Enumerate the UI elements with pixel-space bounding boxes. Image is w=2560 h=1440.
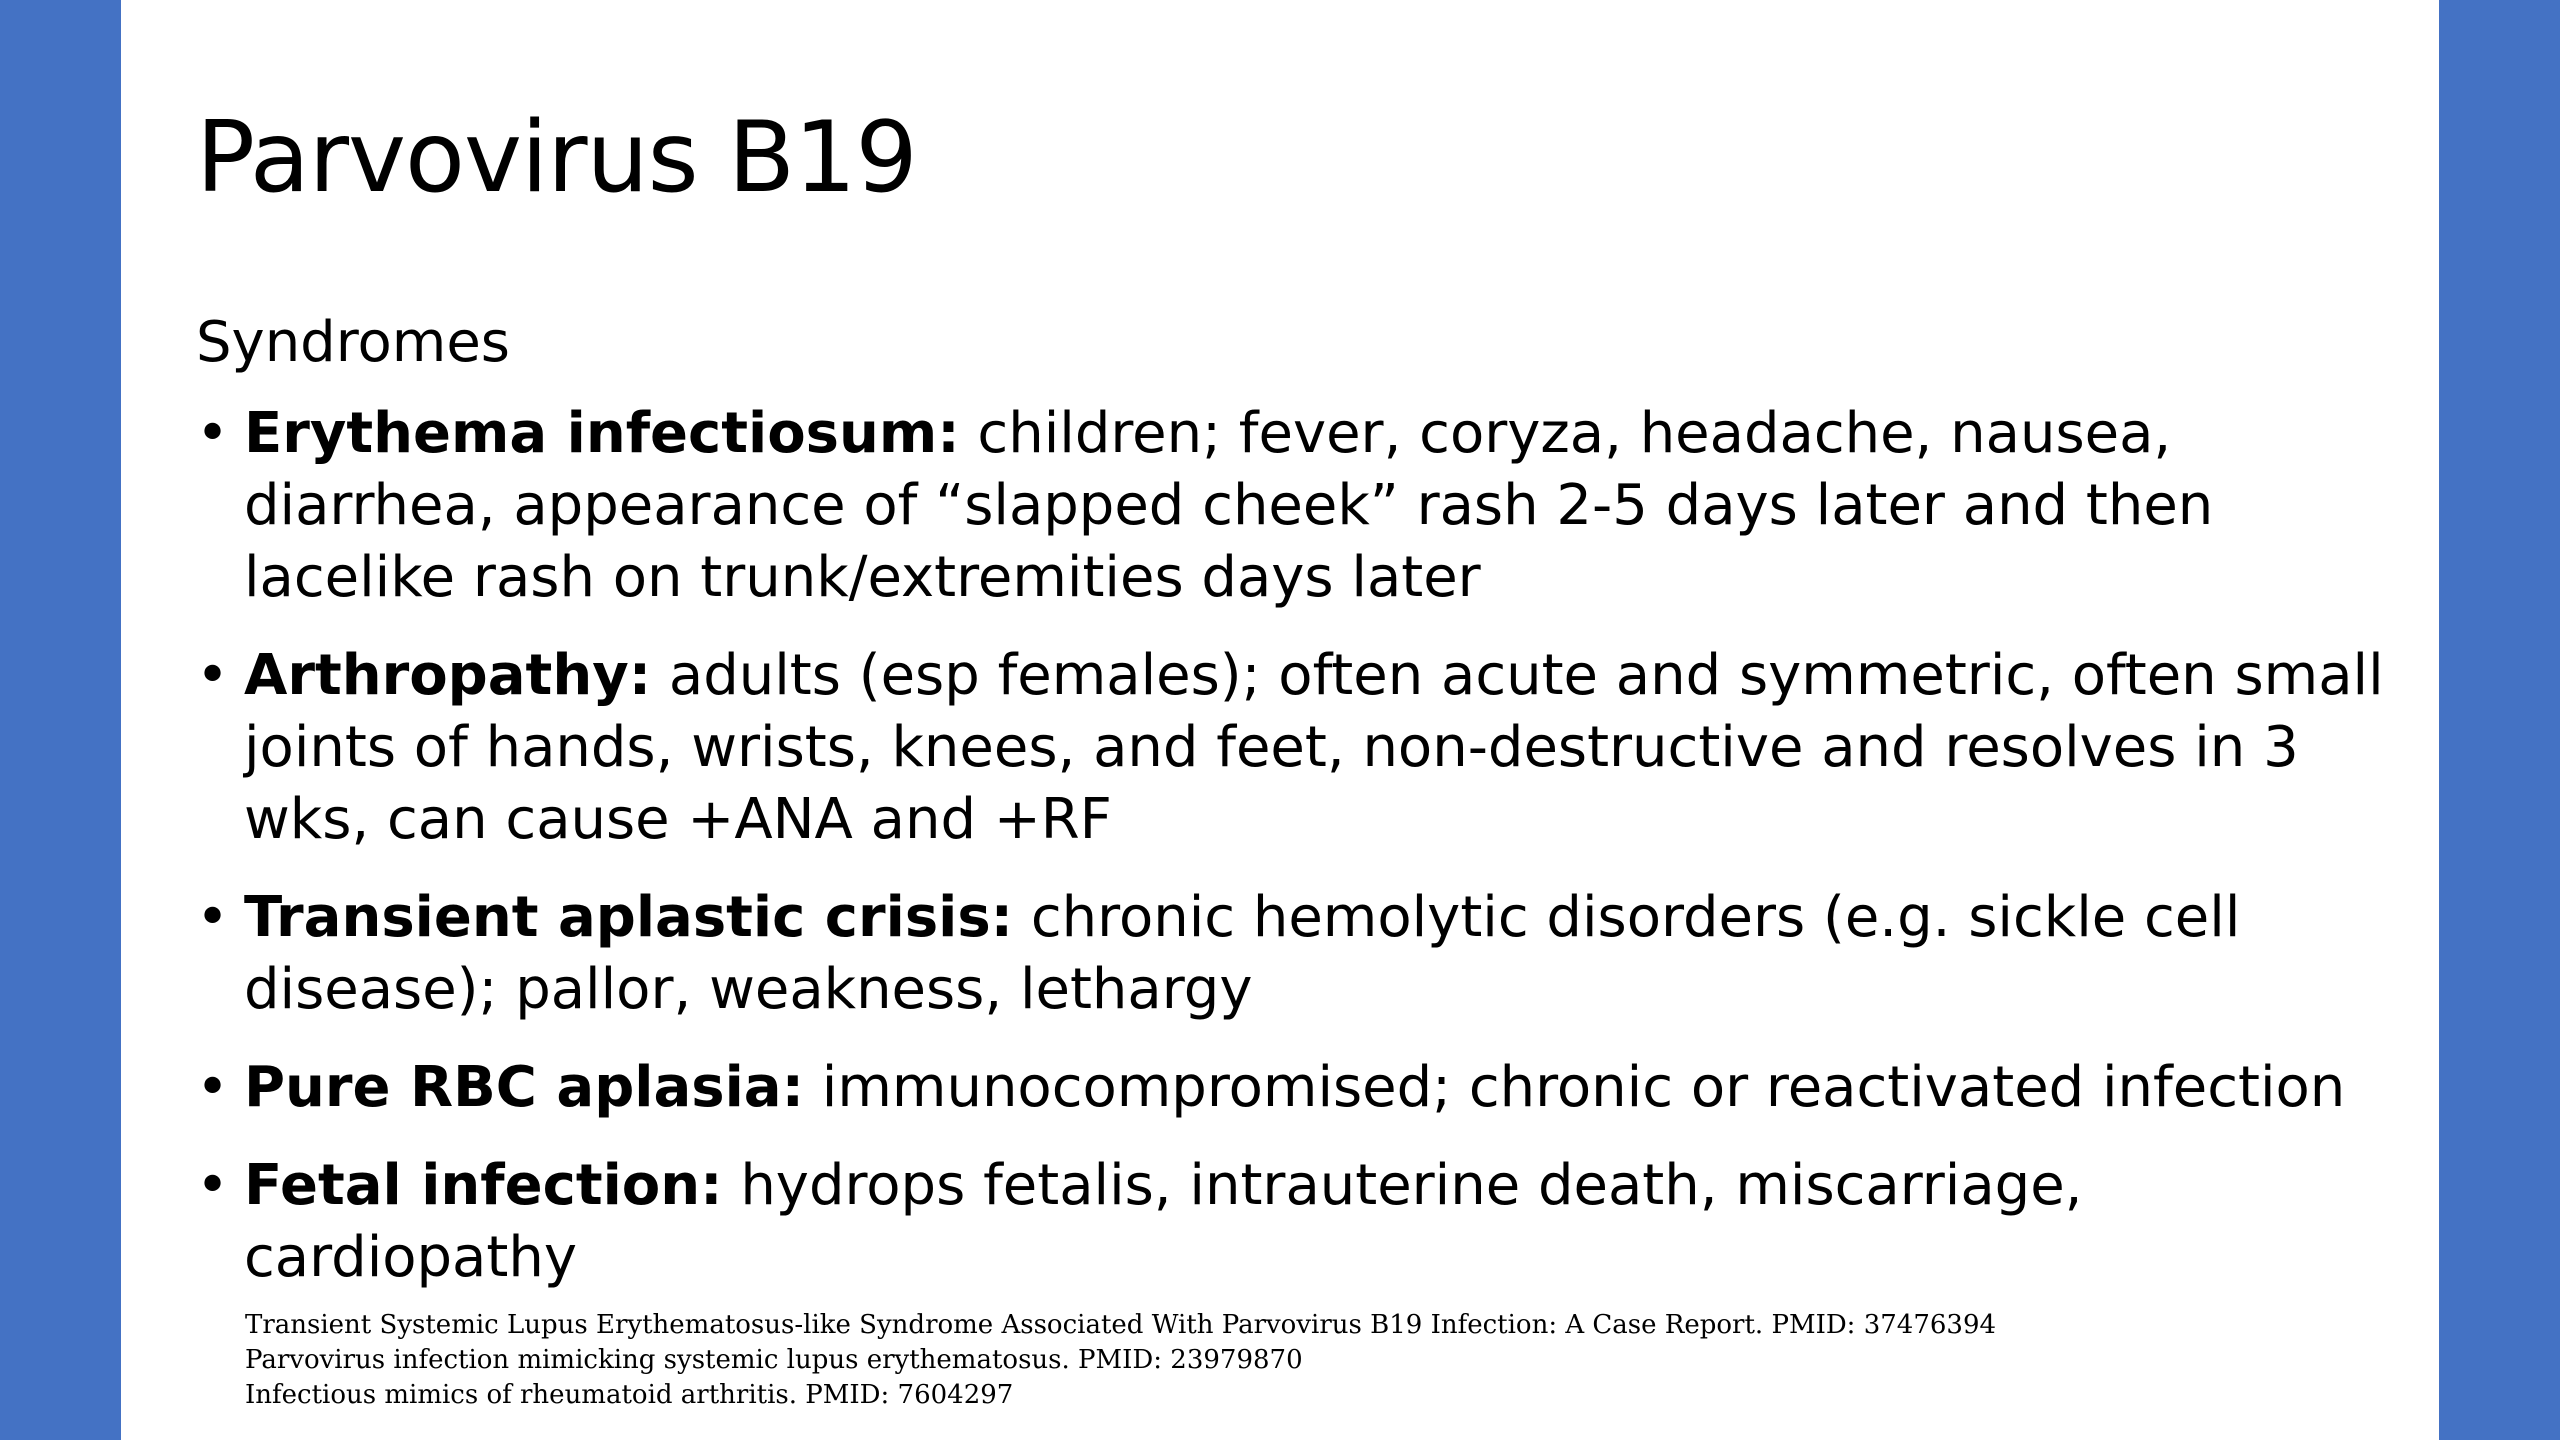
- list-item-arthropathy: [196, 640, 2396, 856]
- syndrome-list: [196, 398, 2396, 1294]
- references: [245, 1308, 1996, 1413]
- section-heading: Syndromes: [196, 310, 510, 375]
- slide-body: [196, 300, 2396, 1320]
- syndrome-description: chronic hemolytic disorders (e.g. sickle cell disease); pallor, weakness, lethargy: [244, 885, 2241, 1022]
- reference-line: Transient Systemic Lupus Erythematosus-like Syndrome Associated With Parvovirus B19 Infection: A Case Report. PMID: 37476394: [245, 1310, 1997, 1340]
- bullet-icon: •: [196, 401, 230, 466]
- slide: [121, 0, 2439, 1440]
- bullet-icon: •: [196, 1153, 230, 1218]
- bullet-icon: •: [196, 885, 230, 950]
- syndrome-description: immunocompromised; chronic or reactivated infection: [803, 1055, 2346, 1120]
- syndrome-term: Pure RBC aplasia:: [244, 1055, 804, 1120]
- bullet-icon: •: [196, 643, 230, 708]
- bullet-icon: •: [196, 1055, 230, 1120]
- syndrome-term: Erythema infectiosum:: [244, 401, 960, 466]
- syndrome-description: hydrops fetalis, intrauterine death, miscarriage, cardiopathy: [244, 1153, 2083, 1290]
- syndrome-description: children; fever, coryza, headache, nausea, diarrhea, appearance of “slapped cheek” rash 2-5 days later and then lacelike rash on trunk/extremities days later: [244, 401, 2214, 610]
- syndrome-term: Transient aplastic crisis:: [244, 885, 1014, 950]
- syndrome-term: Arthropathy:: [244, 643, 652, 708]
- slide-title: Parvovirus B19: [196, 101, 917, 215]
- list-item-transient-aplastic-crisis: [196, 882, 2396, 1026]
- list-item-erythema-infectiosum: [196, 398, 2396, 614]
- reference-line: Infectious mimics of rheumatoid arthritis. PMID: 7604297: [245, 1380, 1014, 1410]
- reference-line: Parvovirus infection mimicking systemic lupus erythematosus. PMID: 23979870: [245, 1345, 1303, 1375]
- list-item-fetal-infection: [196, 1150, 2396, 1294]
- syndrome-term: Fetal infection:: [244, 1153, 723, 1218]
- list-item-pure-rbc-aplasia: [196, 1052, 2396, 1124]
- syndrome-description: adults (esp females); often acute and symmetric, often small joints of hands, wrists, knees, and feet, non-destructive and resolves in 3 wks, can cause +ANA and +RF: [244, 643, 2384, 852]
